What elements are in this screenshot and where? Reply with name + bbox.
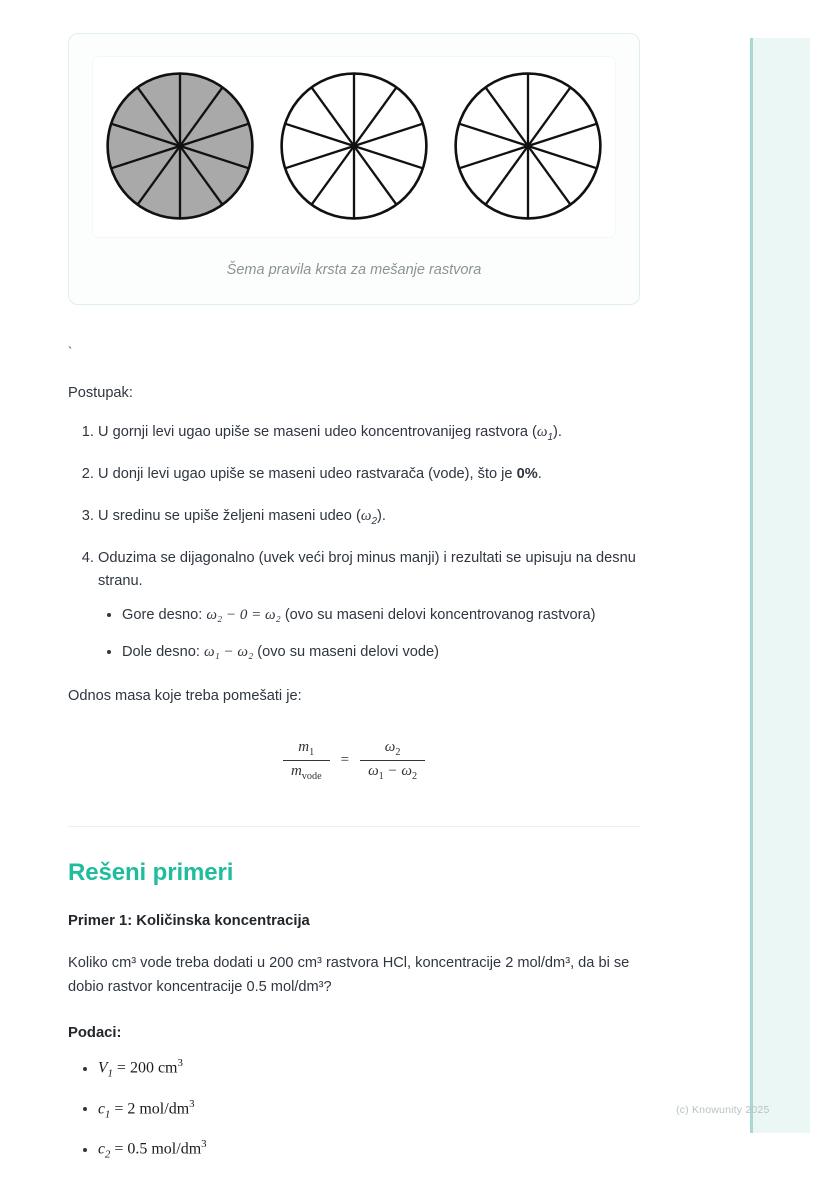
step-3-omega: ω [360, 507, 372, 524]
left-num-symbol: m [298, 739, 310, 756]
left-den-symbol: m [290, 763, 302, 780]
podaci-v1-sub: 1 [107, 1067, 113, 1080]
step-1-omega: ω [536, 424, 548, 441]
right-numerator [377, 739, 409, 760]
equation-left-fraction [283, 739, 330, 782]
left-num-sub: 1 [309, 747, 315, 759]
right-num-symbol: ω [384, 739, 396, 756]
substep-2-expression: ω₁ − ω₂ [203, 643, 254, 660]
figure-image-area [93, 57, 615, 237]
podaci-v1-symbol: V [98, 1059, 108, 1077]
podaci-item-c2 [98, 1138, 640, 1161]
step-3-text-before: U sredinu se upiše željeni maseni udeo ( [98, 507, 361, 524]
podaci-v1-sup: 3 [177, 1057, 183, 1070]
step-1-omega-sub: 1 [547, 432, 553, 444]
podaci-v1-value: 200 cm [129, 1059, 178, 1077]
watermark-label: (c) Knowunity 2025 [676, 1104, 770, 1116]
left-denominator [283, 760, 330, 782]
examples-heading: Rešeni primeri [68, 859, 234, 887]
section-divider [68, 826, 640, 827]
right-accent-strip [750, 38, 810, 1133]
wheel-empty-2-icon [451, 67, 605, 225]
equation-right-fraction [360, 739, 425, 782]
step-3-omega-sub: 2 [371, 515, 377, 527]
step-3-text-after: ). [376, 507, 386, 524]
right-den-operator: − [387, 763, 398, 780]
equation-equals-sign: = [340, 752, 350, 769]
step-2-text-after: . [537, 466, 542, 483]
step-1-text-after: ). [552, 424, 562, 441]
mass-ratio-equation [68, 739, 640, 782]
procedure-step-1 [98, 420, 640, 446]
podaci-c2-sub: 2 [104, 1148, 111, 1161]
podaci-c1-symbol: c [98, 1100, 105, 1118]
procedure-substep-2 [122, 640, 640, 665]
left-numerator [290, 739, 322, 760]
primer-1-title: Primer 1: Količinska koncentracija [68, 913, 310, 930]
podaci-list [68, 1057, 640, 1161]
procedure-step-2 [98, 463, 640, 487]
primer-1-body: Koliko cm³ vode treba dodati u 200 cm³ rastvora HCl, koncentracije 2 mol/dm³, da bi se dobio rastvor koncentracije 0.5 mol/dm³? [68, 955, 630, 995]
substep-1-expression: ω₂ − 0 = ω₂ [206, 607, 281, 624]
podaci-c2-sup: 3 [201, 1138, 207, 1151]
procedure-step-list [68, 420, 640, 664]
podaci-item-v1 [98, 1057, 640, 1080]
podaci-c2-symbol: c [98, 1140, 105, 1158]
podaci-c1-sup: 3 [189, 1097, 195, 1110]
step-4-text: Oduzima se dijagonalno (uvek veći broj minus manji) i rezultati se upisuju na desnu stranu. [98, 549, 636, 590]
step-2-text-before: U donji levi ugao upiše se maseni udeo rastvarača (vode), što je [98, 466, 517, 483]
right-den-b-symbol: ω [401, 763, 412, 780]
podaci-c2-equals: = [114, 1140, 124, 1158]
document-content [68, 0, 640, 1179]
procedure-substep-1 [122, 603, 640, 628]
procedure-step-4 [98, 547, 640, 665]
left-den-sub: vode [301, 771, 322, 783]
right-den-b-sub: 2 [411, 771, 418, 783]
right-num-sub: 2 [395, 747, 401, 759]
right-denominator [360, 760, 425, 782]
podaci-label: Podaci: [68, 1025, 122, 1042]
procedure-substep-list [98, 603, 640, 664]
wheel-shaded-icon [103, 67, 257, 225]
podaci-c1-equals: = [114, 1100, 124, 1118]
stray-backtick-text: ` [68, 344, 73, 359]
substep-1-label: Gore desno: [122, 607, 203, 624]
podaci-c2-value: 0.5 mol/dm [127, 1140, 202, 1158]
figure-caption: Šema pravila krsta za mešanje rastvora [226, 262, 482, 278]
figure-card [68, 33, 640, 305]
right-den-a-sub: 1 [378, 771, 384, 783]
procedure-lead: Postupak: [68, 385, 133, 401]
procedure-step-3 [98, 504, 640, 530]
wheel-empty-1-icon [277, 67, 431, 225]
podaci-c1-sub: 1 [104, 1108, 111, 1121]
substep-2-note: (ovo su maseni delovi vode) [257, 643, 439, 660]
step-2-bold-value: 0% [516, 466, 538, 483]
podaci-c1-value: 2 mol/dm [127, 1100, 190, 1118]
substep-1-note: (ovo su maseni delovi koncentrovanog rastvora) [284, 607, 596, 624]
podaci-item-c1 [98, 1098, 640, 1121]
podaci-v1-equals: = [116, 1059, 126, 1077]
ratio-lead: Odnos masa koje treba pomešati je: [68, 688, 302, 705]
substep-2-label: Dole desno: [122, 643, 200, 660]
right-den-a-symbol: ω [368, 763, 379, 780]
step-1-text-before: U gornji levi ugao upiše se maseni udeo koncentrovanijeg rastvora ( [98, 424, 537, 441]
